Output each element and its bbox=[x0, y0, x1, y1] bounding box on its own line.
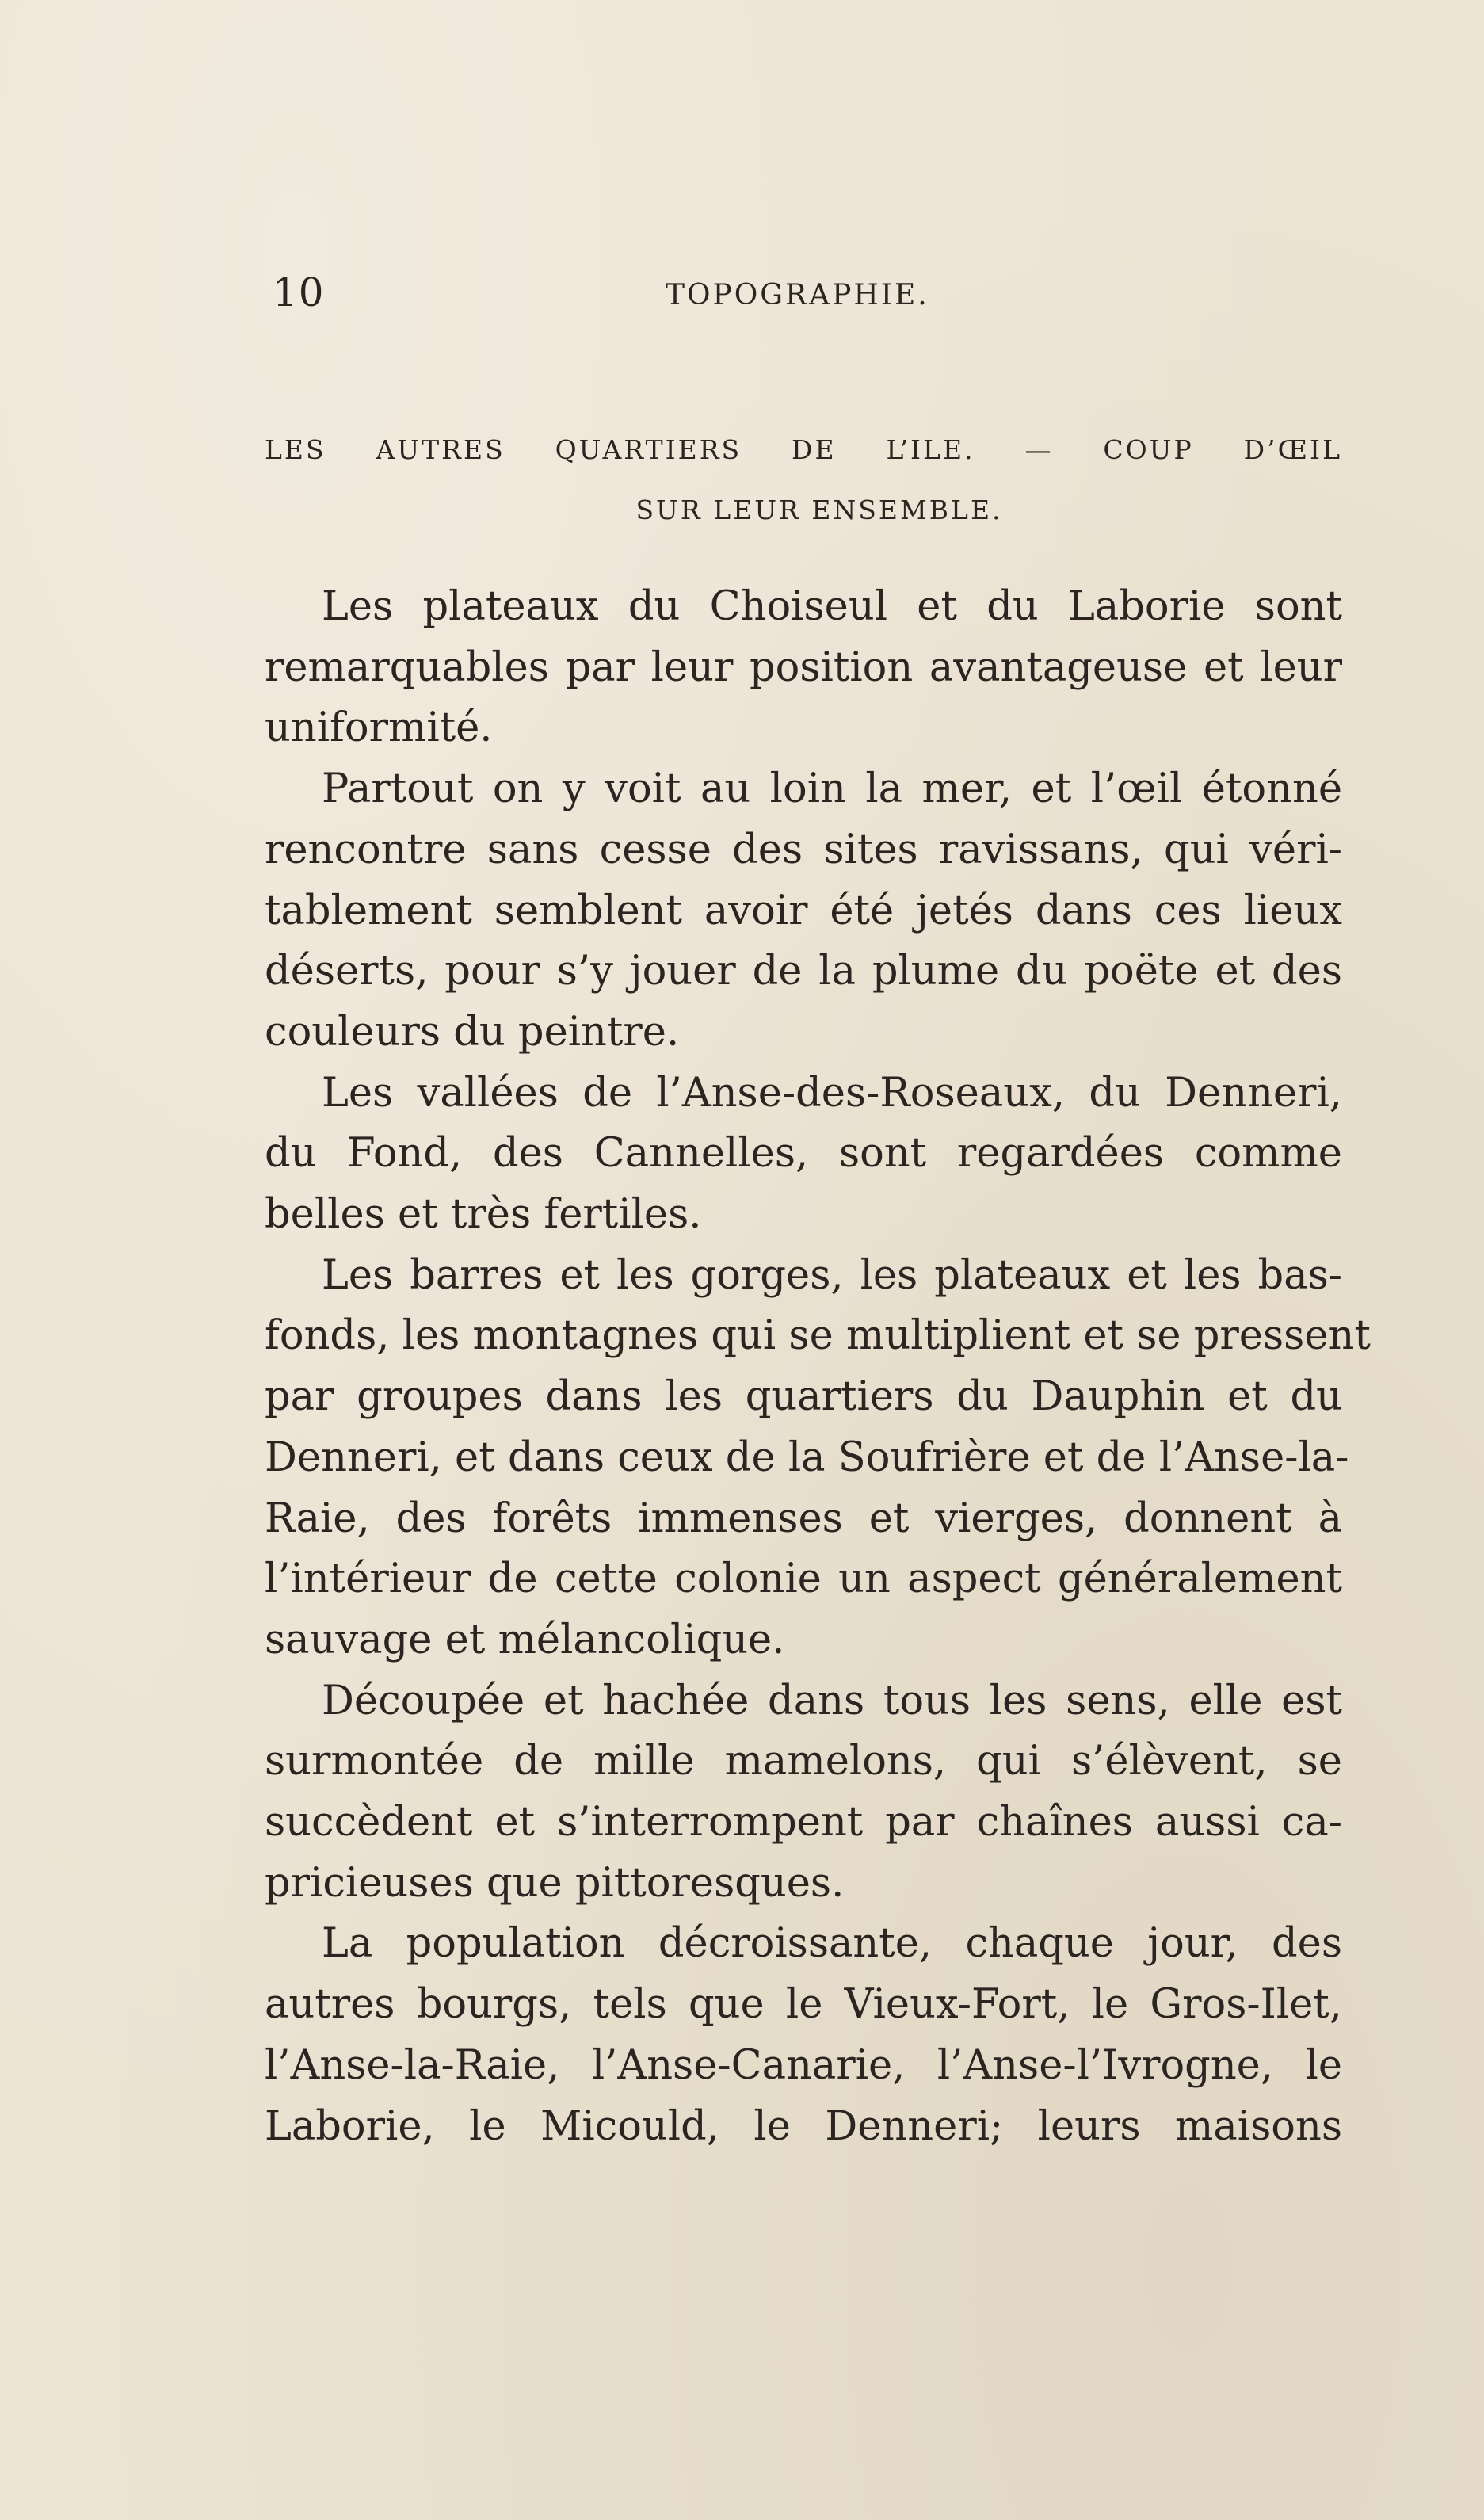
text-line: par groupes dans les quartiers du Dauphin et du bbox=[265, 1373, 1342, 1421]
text-line: déserts, pour s’y jouer de la plume du poëte et des bbox=[265, 948, 1342, 995]
text-line: belles et très fertiles. bbox=[265, 1191, 702, 1239]
text-line: surmontée de mille mamelons, qui s’élèvent, se bbox=[265, 1738, 1342, 1785]
text-line: fonds, les montagnes qui se multiplient et se pressent bbox=[265, 1312, 1371, 1360]
text-line: Raie, des forêts immenses et vierges, donnent à bbox=[265, 1495, 1342, 1542]
text-line: tablement semblent avoir été jetés dans ces lieux bbox=[265, 887, 1342, 934]
text-line: Partout on y voit au loin la mer, et l’œil étonné bbox=[322, 766, 1342, 813]
text-line: succèdent et s’interrompent par chaînes aussi ca- bbox=[265, 1799, 1342, 1846]
page-number: 10 bbox=[273, 269, 325, 315]
text-line: du Fond, des Cannelles, sont regardées comme bbox=[265, 1130, 1342, 1178]
section-heading-line: LES AUTRES QUARTIERS DE L’ILE. — COUP D’ŒIL bbox=[265, 434, 1342, 465]
text-line: Laborie, le Micould, le Denneri; leurs maisons bbox=[265, 2102, 1342, 2150]
text-line: autres bourgs, tels que le Vieux-Fort, le Gros-Ilet, bbox=[265, 1981, 1342, 2029]
text-line: remarquables par leur position avantageuse et leur bbox=[265, 643, 1342, 691]
text-line: l’Anse-la-Raie, l’Anse-Canarie, l’Anse-l’Ivrogne, le bbox=[265, 2041, 1342, 2089]
text-line: Denneri, et dans ceux de la Soufrière et de l’Anse-la- bbox=[265, 1434, 1349, 1481]
text-line: Découpée et hachée dans tous les sens, elle est bbox=[322, 1677, 1342, 1724]
paragraph bbox=[265, 1914, 1342, 2157]
paragraph bbox=[265, 1063, 1342, 1246]
text-line: rencontre sans cesse des sites ravissans, qui véri- bbox=[265, 826, 1342, 873]
text-line: Les plateaux du Choiseul et du Laborie sont bbox=[322, 583, 1342, 630]
paragraph bbox=[265, 1671, 1342, 1915]
paragraph bbox=[265, 577, 1342, 759]
text-line: Les barres et les gorges, les plateaux et les bas- bbox=[322, 1251, 1342, 1299]
text-line: Les vallées de l’Anse-des-Roseaux, du Denneri, bbox=[322, 1069, 1342, 1117]
text-line: l’intérieur de cette colonie un aspect généralement bbox=[265, 1556, 1342, 1603]
text-line: sauvage et mélancolique. bbox=[265, 1616, 785, 1663]
text-line: La population décroissante, chaque jour, des bbox=[322, 1920, 1342, 1968]
text-line: uniformité. bbox=[265, 704, 493, 752]
running-head bbox=[265, 269, 1342, 333]
paragraph bbox=[265, 759, 1342, 1063]
section-heading bbox=[265, 420, 1342, 540]
paragraph bbox=[265, 1246, 1371, 1671]
section-heading-line: SUR LEUR ENSEMBLE. bbox=[635, 494, 1003, 525]
body-text bbox=[265, 577, 1371, 2157]
text-line: pricieuses que pittoresques. bbox=[265, 1859, 845, 1907]
running-title: TOPOGRAPHIE. bbox=[666, 279, 929, 311]
text-line: couleurs du peintre. bbox=[265, 1008, 680, 1056]
